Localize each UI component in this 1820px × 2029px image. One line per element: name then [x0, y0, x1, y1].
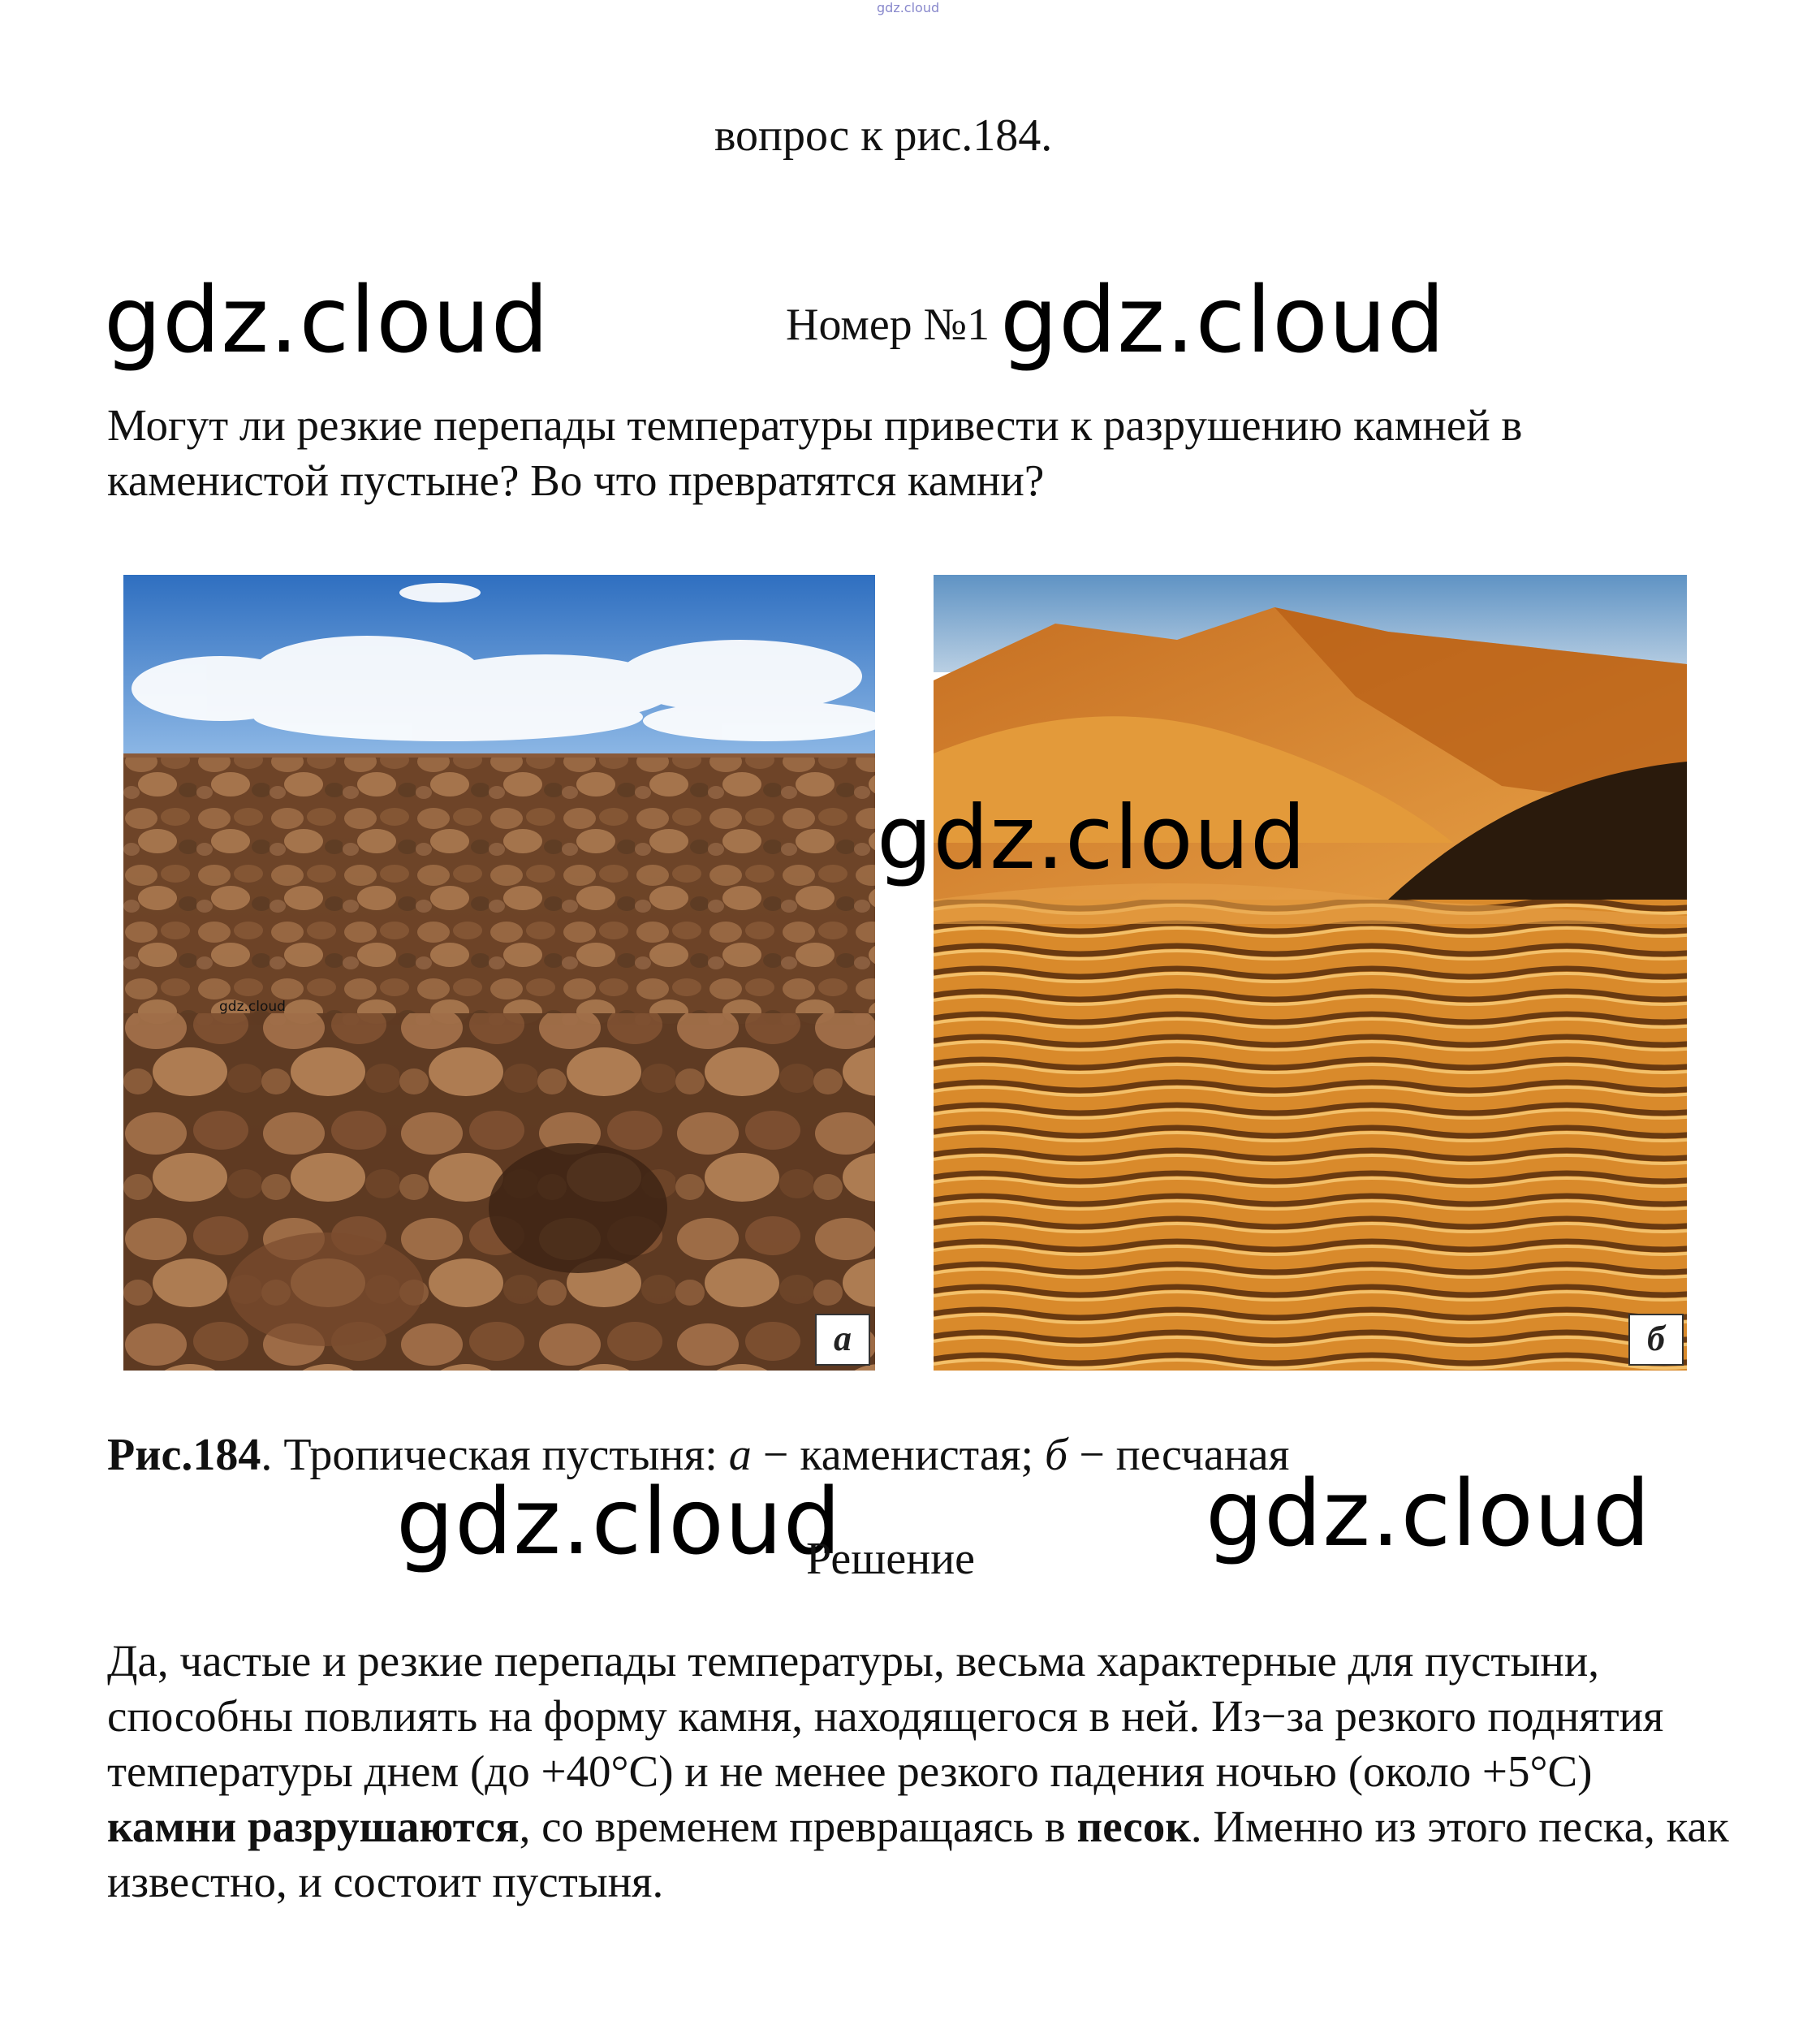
answer-text [107, 1634, 1731, 1910]
caption-label: Рис.184 [107, 1430, 261, 1480]
small-watermark: gdz.cloud [219, 999, 286, 1015]
watermark-logo: gdz.cloud [877, 788, 1307, 889]
figure-letter-a: а [815, 1314, 870, 1366]
watermark-logo: gdz.cloud [104, 268, 550, 373]
answer-part-3: . Именно из этого песка, как известно, и состоит пустыня. [107, 1802, 1729, 1906]
answer-part-2: , со временем превращаясь в [519, 1802, 1077, 1851]
watermark-logo: gdz.cloud [1000, 268, 1446, 373]
question-reference: вопрос к рис.184. [714, 110, 1053, 161]
answer-part-1: Да, частые и резкие перепады температуры, весьма характерные для пустыни, способны повлиять на форму камня, находящегося в ней. Из−за резкого поднятия температуры днем (до +40°С) и не менее резкого падения ночью (около +5°С) [107, 1636, 1664, 1796]
answer-bold-1: камни разрушаются [107, 1802, 520, 1851]
figure-letter-b: б [1628, 1314, 1684, 1366]
caption-text: . Тропическая пустыня: [261, 1430, 729, 1480]
caption-b-letter: б [1045, 1430, 1068, 1480]
watermark-logo: gdz.cloud [1205, 1461, 1651, 1567]
question-text: Могут ли резкие перепады температуры привести к разрушению камней в каменистой пустыне? Во что превратятся камни? [107, 400, 1523, 505]
answer-bold-2: песок [1076, 1802, 1191, 1851]
rocky-desert-photo [123, 575, 875, 1371]
caption-a-text: − каменистая; [751, 1430, 1046, 1480]
top-watermark: gdz.cloud [877, 0, 940, 15]
watermark-logo: gdz.cloud [396, 1470, 842, 1575]
task-number: Номер №1 [786, 300, 990, 350]
caption-b-text: − песчаная [1067, 1430, 1290, 1480]
solution-title: Решение [806, 1534, 976, 1584]
sand-desert-photo [934, 575, 1687, 1371]
caption-a-letter: а [728, 1430, 752, 1480]
